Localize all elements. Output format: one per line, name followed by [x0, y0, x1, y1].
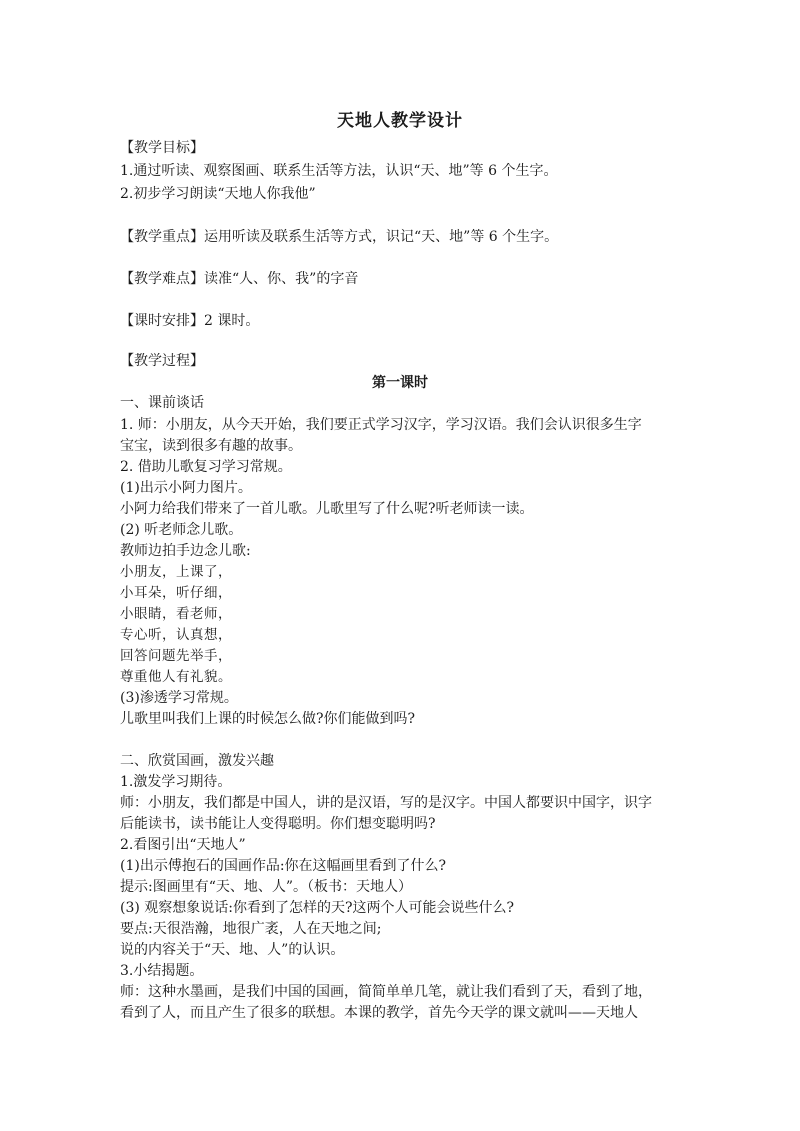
poem-line: 小耳朵，听仔细，	[120, 585, 232, 601]
difficulty: 【教学难点】读准“人、你、我”的字音	[120, 271, 359, 287]
goal-2: 2.初步学习朗读“天地人你我他”	[120, 186, 316, 202]
section-2-item-3-key: 要点:天很浩瀚，地很广袤，人在天地之间;	[120, 921, 382, 937]
section-2-item-3-more: 说的内容关于“天、地、人”的认识。	[120, 942, 345, 958]
section-1-item-2: (2) 听老师念儿歌。	[120, 522, 243, 538]
poem-line: 专心听，认真想，	[120, 627, 232, 643]
process-header: 【教学过程】	[120, 353, 204, 369]
section-2-paragraph-3: 3.小结揭题。	[120, 963, 204, 979]
section-1-item-1-text: 小阿力给我们带来了一首儿歌。儿歌里写了什么呢?听老师读一读。	[120, 501, 534, 517]
document-title: 天地人教学设计	[337, 111, 463, 131]
poem-line: 回答问题先举手，	[120, 648, 232, 664]
poem-line: 尊重他人有礼貌。	[120, 669, 232, 685]
section-1-item-3: (3)渗透学习常规。	[120, 690, 238, 706]
section-1-item-2-text: 教师边拍手边念儿歌:	[120, 543, 251, 559]
section-1-heading: 一、课前谈话	[120, 395, 204, 411]
section-2-heading: 二、欣赏国画，激发兴趣	[120, 753, 274, 769]
section-1-paragraph-1a: 1. 师：小朋友，从今天开始，我们要正式学习汉字，学习汉语。我们会认识很多生字	[120, 417, 642, 433]
schedule: 【课时安排】2 课时。	[120, 313, 260, 329]
section-1-paragraph-1b: 宝宝，读到很多有趣的故事。	[120, 438, 302, 454]
goal-1: 1.通过听读、观察图画、联系生活等方法，认识“天、地”等 6 个生字。	[120, 163, 558, 179]
lesson-title: 第一课时	[372, 375, 428, 391]
section-2-paragraph-1-text-b: 后能读书，读书能让人变得聪明。你们想变聪明吗?	[120, 816, 436, 832]
section-2-paragraph-1-text-a: 师：小朋友，我们都是中国人，讲的是汉语，写的是汉字。中国人都要识中国字，识字	[120, 795, 652, 811]
section-2-item-1: (1)出示傅抱石的国画作品:你在这幅画里看到了什么?	[120, 858, 447, 874]
poem-line: 小朋友，上课了，	[120, 564, 232, 580]
section-2-item-1-tip: 提示:图画里有“天、地、人”。（板书：天地人）	[120, 879, 413, 895]
poem-line: 小眼睛，看老师，	[120, 606, 232, 622]
key-point: 【教学重点】运用听读及联系生活等方式，识记“天、地”等 6 个生字。	[120, 229, 559, 245]
section-2-paragraph-2: 2.看图引出“天地人”	[120, 837, 246, 853]
section-1-paragraph-2: 2. 借助儿歌复习学习常规。	[120, 459, 292, 475]
section-1-item-3-text: 儿歌里叫我们上课的时候怎么做?你们能做到吗?	[120, 711, 416, 727]
section-1-item-1: (1)出示小阿力图片。	[120, 480, 252, 496]
goals-header: 【教学目标】	[120, 140, 204, 156]
section-2-paragraph-3-text-b: 看到了人，而且产生了很多的联想。本课的教学，首先今天学的课文就叫——天地人	[120, 1005, 638, 1021]
section-2-paragraph-3-text-a: 师：这种水墨画，是我们中国的国画，简简单单几笔，就让我们看到了天，看到了地，	[120, 984, 652, 1000]
section-2-paragraph-1: 1.激发学习期待。	[120, 774, 232, 790]
section-2-item-3: (3) 观察想象说话:你看到了怎样的天?这两个人可能会说些什么?	[120, 900, 515, 916]
